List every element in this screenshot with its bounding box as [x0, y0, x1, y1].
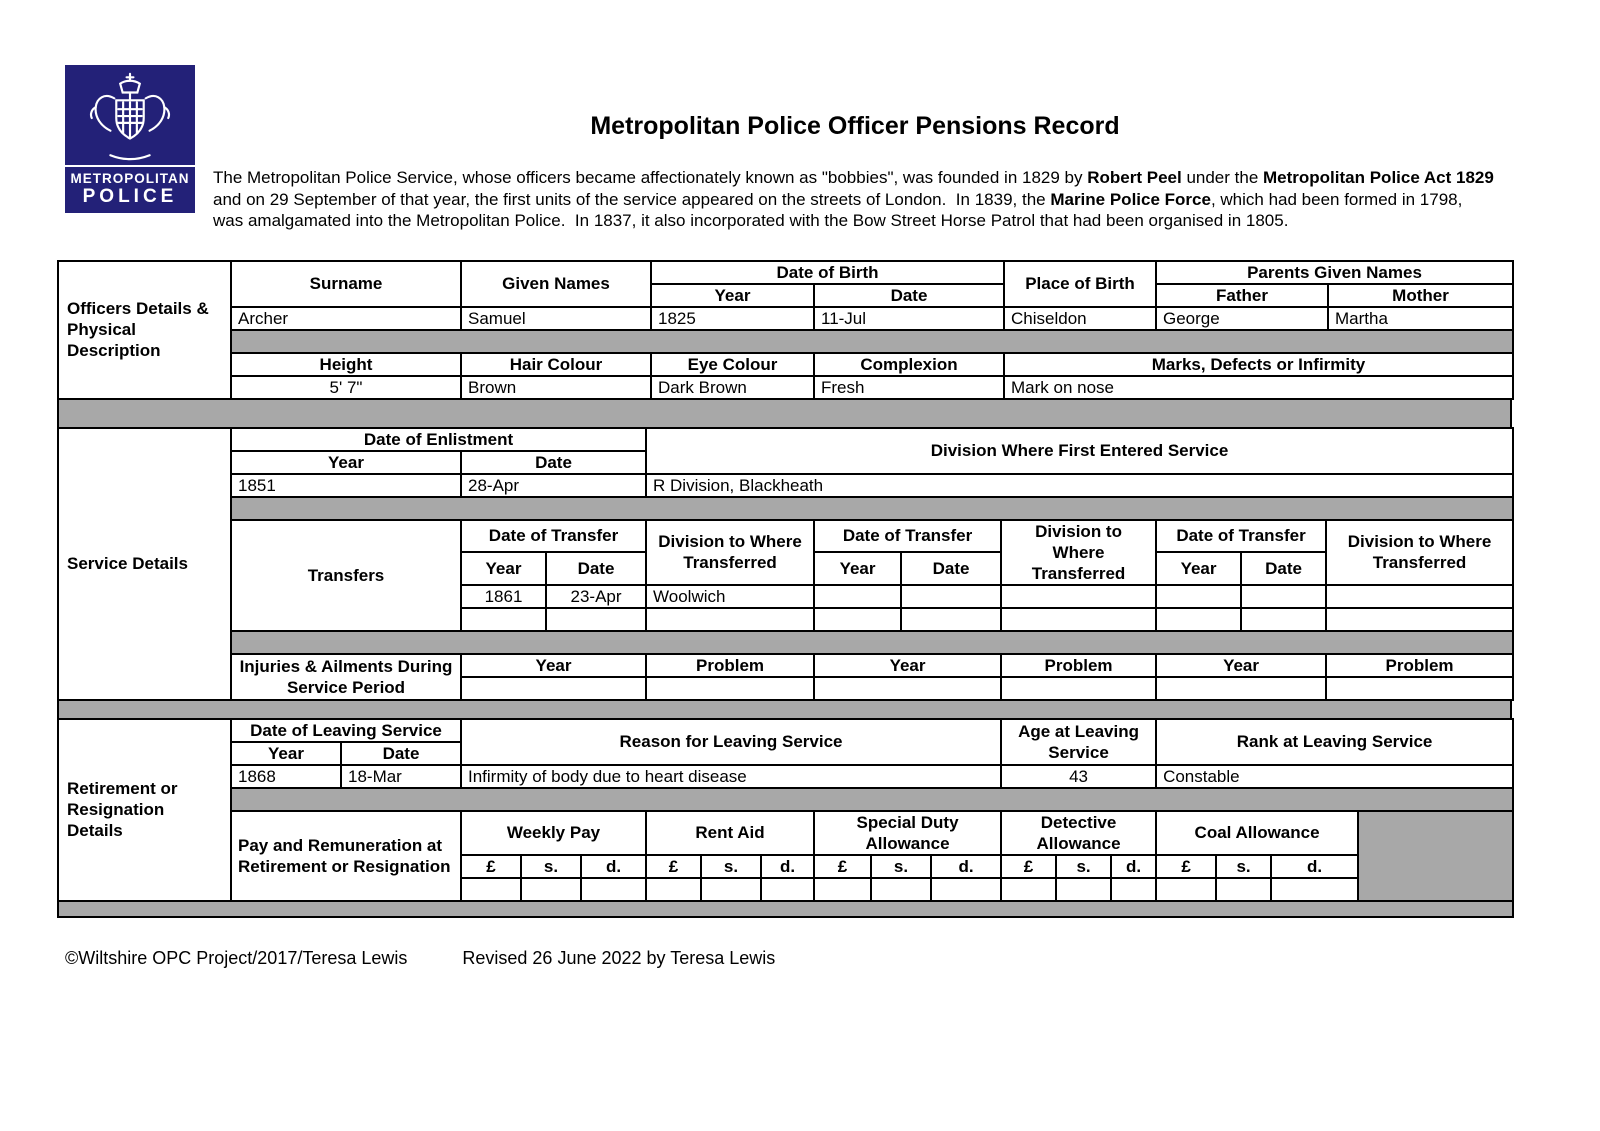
- empty-cell: [1156, 878, 1216, 901]
- enlist-date-header: Date: [461, 451, 646, 474]
- detective-pence-header: d.: [1111, 855, 1156, 878]
- empty-cell: [814, 677, 1001, 700]
- empty-cell: [1241, 608, 1326, 631]
- detective-pounds-header: £: [1001, 855, 1056, 878]
- transfer2-year-header: Year: [814, 552, 901, 585]
- leave-date-value: 18-Mar: [341, 765, 461, 788]
- transfer3-division-header: Division to Where Transferred: [1326, 520, 1513, 585]
- copyright-text: ©Wiltshire OPC Project/2017/Teresa Lewis: [65, 947, 408, 968]
- duty-shillings-header: s.: [871, 855, 931, 878]
- weekly-pay-header: Weekly Pay: [461, 811, 646, 855]
- duty-pounds-header: £: [814, 855, 871, 878]
- eye-colour-header: Eye Colour: [651, 353, 814, 376]
- transfer3-date-header: Date of Transfer: [1156, 520, 1326, 553]
- police-crest-icon: [65, 65, 195, 165]
- section-separator-band: [57, 400, 1512, 427]
- transfers-label: Transfers: [231, 520, 461, 631]
- leave-year-value: 1868: [231, 765, 341, 788]
- place-of-birth-header: Place of Birth: [1004, 261, 1156, 307]
- rent-shillings-header: s.: [701, 855, 761, 878]
- coal-pence-header: d.: [1271, 855, 1358, 878]
- empty-cell: [646, 608, 814, 631]
- empty-cell: [1001, 585, 1156, 608]
- dob-date-value: 11-Jul: [814, 307, 1004, 330]
- intro-paragraph: The Metropolitan Police Service, whose officers became affectionately known as "bobbies", was founded in 1829 by Robert Peel under the Metropolitan Police Act 1829 and on 29 September of that year, the first units of the service appeared on the streets of London. In 1839, the Marine Police Force, which had been formed in 1798, was amalgamated into the Metropolitan Police. In 1837, it also incorporated with the Bow Street Horse Patrol that had been organised in 1805.: [213, 168, 1494, 230]
- empty-cell: [901, 585, 1001, 608]
- injury2-year-header: Year: [814, 654, 1001, 677]
- leave-date-header: Date: [341, 742, 461, 765]
- first-division-value: R Division, Blackheath: [646, 474, 1513, 497]
- page-header: [0, 0, 1600, 232]
- dob-date-header: Date: [814, 284, 1004, 307]
- empty-cell: [931, 878, 1001, 901]
- empty-cell: [1056, 878, 1111, 901]
- empty-cell: [814, 585, 901, 608]
- transfer2-date-subheader: Date: [901, 552, 1001, 585]
- empty-cell: [871, 878, 931, 901]
- retirement-details-table: [57, 718, 1514, 918]
- transfer1-date-header: Date of Transfer: [461, 520, 646, 553]
- empty-cell: [1241, 585, 1326, 608]
- first-division-header: Division Where First Entered Service: [646, 428, 1513, 474]
- injury2-problem-header: Problem: [1001, 654, 1156, 677]
- given-names-value: Samuel: [461, 307, 651, 330]
- injury1-year-header: Year: [461, 654, 646, 677]
- transfer1-year-header: Year: [461, 552, 546, 585]
- empty-cell: [646, 878, 701, 901]
- page-footer: [65, 948, 1600, 969]
- empty-cell: [761, 878, 814, 901]
- date-of-enlistment-header: Date of Enlistment: [231, 428, 646, 451]
- special-duty-header: Special Duty Allowance: [814, 811, 1001, 855]
- hair-colour-value: Brown: [461, 376, 651, 399]
- service-details-table: [57, 427, 1514, 701]
- injury1-problem-header: Problem: [646, 654, 814, 677]
- transfer1-date-value: 23-Apr: [546, 585, 646, 608]
- logo-police-label: POLICE: [82, 186, 178, 207]
- empty-cell: [1111, 878, 1156, 901]
- empty-cell: [1326, 677, 1513, 700]
- father-value: George: [1156, 307, 1328, 330]
- rent-pounds-header: £: [646, 855, 701, 878]
- transfer2-division-header: Division to Where Transferred: [1001, 520, 1156, 585]
- revised-text: Revised 26 June 2022 by Teresa Lewis: [462, 947, 776, 968]
- empty-cell: [461, 608, 546, 631]
- empty-cell: [581, 878, 646, 901]
- detective-shillings-header: s.: [1056, 855, 1111, 878]
- transfer1-division-header: Division to Where Transferred: [646, 520, 814, 585]
- metropolitan-police-logo: [65, 65, 195, 213]
- pensions-record-form: [57, 260, 1512, 918]
- separator-band: [231, 497, 1513, 520]
- marks-header: Marks, Defects or Infirmity: [1004, 353, 1513, 376]
- rank-at-leaving-value: Constable: [1156, 765, 1513, 788]
- separator-band: [231, 631, 1513, 654]
- place-of-birth-value: Chiseldon: [1004, 307, 1156, 330]
- transfer1-year-value: 1861: [461, 585, 546, 608]
- age-at-leaving-value: 43: [1001, 765, 1156, 788]
- date-of-leaving-header: Date of Leaving Service: [231, 719, 461, 742]
- logo-metropolitan-label: METROPOLITAN: [70, 171, 190, 186]
- officers-section-label: Officers Details & Physical Description: [58, 261, 231, 399]
- eye-colour-value: Dark Brown: [651, 376, 814, 399]
- mother-value: Martha: [1328, 307, 1513, 330]
- rent-pence-header: d.: [761, 855, 814, 878]
- date-of-birth-header: Date of Birth: [651, 261, 1004, 284]
- separator-band: [231, 788, 1513, 811]
- transfer1-division-value: Woolwich: [646, 585, 814, 608]
- surname-header: Surname: [231, 261, 461, 307]
- marks-value: Mark on nose: [1004, 376, 1513, 399]
- empty-cell: [521, 878, 581, 901]
- leave-year-header: Year: [231, 742, 341, 765]
- duty-pence-header: d.: [931, 855, 1001, 878]
- empty-cell: [814, 608, 901, 631]
- height-value: 5' 7": [231, 376, 461, 399]
- transfer1-date-subheader: Date: [546, 552, 646, 585]
- empty-cell: [701, 878, 761, 901]
- empty-cell: [1001, 878, 1056, 901]
- injury3-problem-header: Problem: [1326, 654, 1513, 677]
- empty-cell: [461, 878, 521, 901]
- page-title: Metropolitan Police Officer Pensions Record: [590, 112, 1120, 140]
- separator-band: [231, 330, 1513, 353]
- father-header: Father: [1156, 284, 1328, 307]
- gray-filler-cell: [1358, 811, 1513, 901]
- injuries-label: Injuries & Ailments During Service Period: [231, 654, 461, 700]
- logo-text: [65, 165, 195, 213]
- enlist-year-header: Year: [231, 451, 461, 474]
- service-section-label: Service Details: [58, 428, 231, 700]
- weekly-shillings-header: s.: [521, 855, 581, 878]
- dob-year-value: 1825: [651, 307, 814, 330]
- height-header: Height: [231, 353, 461, 376]
- given-names-header: Given Names: [461, 261, 651, 307]
- complexion-value: Fresh: [814, 376, 1004, 399]
- weekly-pence-header: d.: [581, 855, 646, 878]
- hair-colour-header: Hair Colour: [461, 353, 651, 376]
- empty-cell: [1271, 878, 1358, 901]
- coal-allowance-header: Coal Allowance: [1156, 811, 1358, 855]
- bottom-band: [58, 901, 1513, 917]
- retirement-section-label: Retirement or Resignation Details: [58, 719, 231, 901]
- rank-at-leaving-header: Rank at Leaving Service: [1156, 719, 1513, 765]
- section-separator-band: [57, 701, 1512, 718]
- empty-cell: [461, 677, 646, 700]
- empty-cell: [1001, 608, 1156, 631]
- empty-cell: [646, 677, 814, 700]
- enlist-year-value: 1851: [231, 474, 461, 497]
- empty-cell: [1216, 878, 1271, 901]
- empty-cell: [1156, 677, 1326, 700]
- empty-cell: [1156, 608, 1241, 631]
- pay-remuneration-label: Pay and Remuneration at Retirement or Resignation: [231, 811, 461, 901]
- surname-value: Archer: [231, 307, 461, 330]
- complexion-header: Complexion: [814, 353, 1004, 376]
- transfer3-year-header: Year: [1156, 552, 1241, 585]
- empty-cell: [1326, 608, 1513, 631]
- transfer2-date-header: Date of Transfer: [814, 520, 1001, 553]
- transfer3-date-subheader: Date: [1241, 552, 1326, 585]
- detective-allowance-header: Detective Allowance: [1001, 811, 1156, 855]
- parents-given-names-header: Parents Given Names: [1156, 261, 1513, 284]
- empty-cell: [1001, 677, 1156, 700]
- empty-cell: [1326, 585, 1513, 608]
- rent-aid-header: Rent Aid: [646, 811, 814, 855]
- empty-cell: [1156, 585, 1241, 608]
- age-at-leaving-header: Age at Leaving Service: [1001, 719, 1156, 765]
- mother-header: Mother: [1328, 284, 1513, 307]
- empty-cell: [546, 608, 646, 631]
- injury3-year-header: Year: [1156, 654, 1326, 677]
- coal-shillings-header: s.: [1216, 855, 1271, 878]
- officers-details-table: [57, 260, 1514, 400]
- empty-cell: [814, 878, 871, 901]
- enlist-date-value: 28-Apr: [461, 474, 646, 497]
- empty-cell: [901, 608, 1001, 631]
- coal-pounds-header: £: [1156, 855, 1216, 878]
- weekly-pounds-header: £: [461, 855, 521, 878]
- dob-year-header: Year: [651, 284, 814, 307]
- reason-for-leaving-value: Infirmity of body due to heart disease: [461, 765, 1001, 788]
- reason-for-leaving-header: Reason for Leaving Service: [461, 719, 1001, 765]
